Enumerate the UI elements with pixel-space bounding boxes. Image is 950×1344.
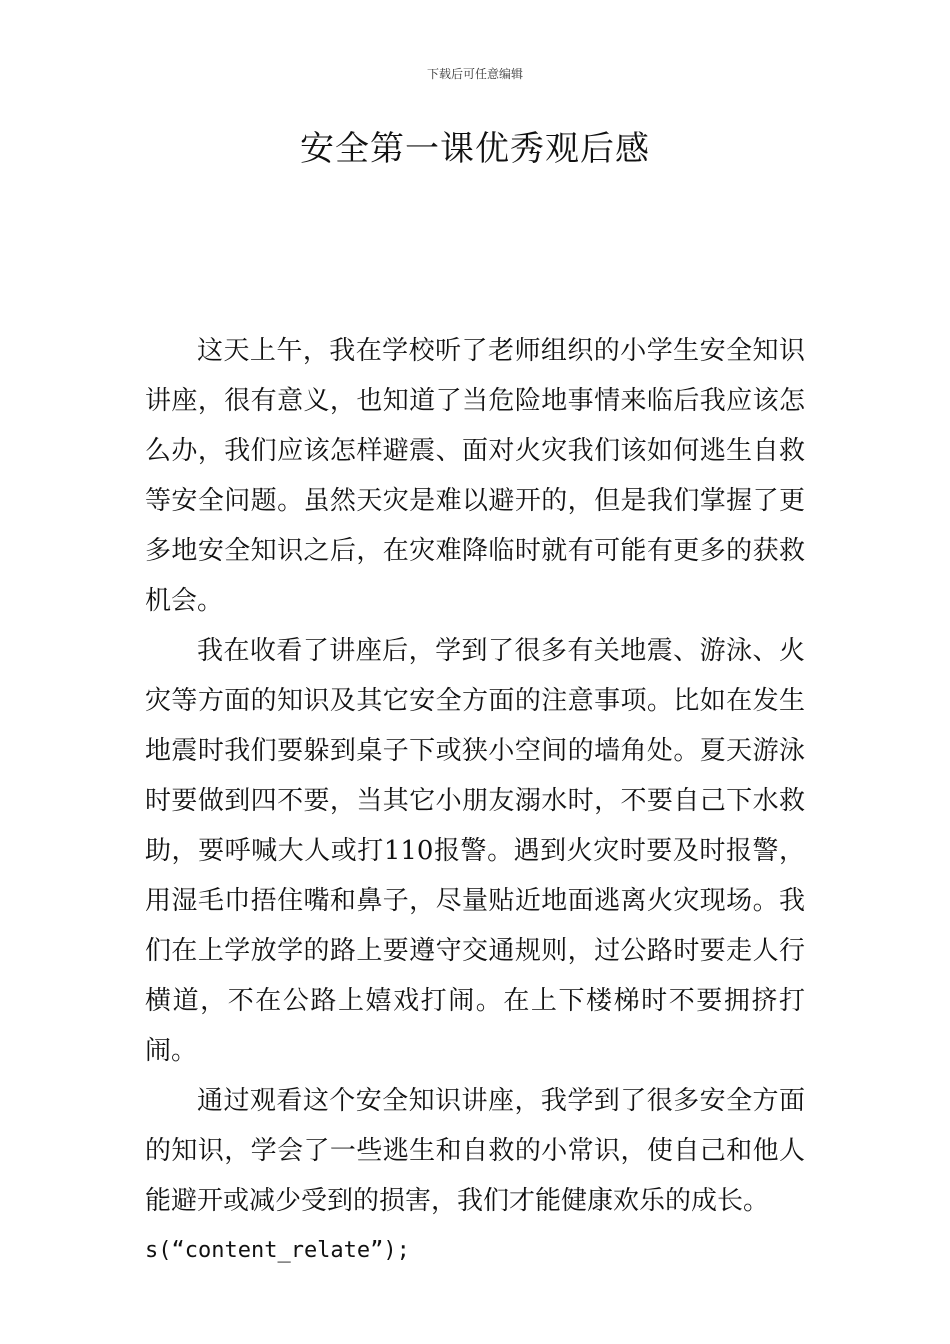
page-title: 安全第一课优秀观后感 [300,129,650,169]
document-body [145,326,805,1276]
paragraph-1: 这天上午，我在学校听了老师组织的小学生安全知识讲座，很有意义，也知道了当危险地事情来临后我应该怎么办，我们应该怎样避震、面对火灾我们该如何逃生自救等安全问题。虽然天灾是难以避开的，但是我们掌握了更多地安全知识之后，在灾难降临时就有可能有更多的获救机会。 [145,336,805,616]
paragraph-3: 通过观看这个安全知识讲座，我学到了很多安全方面的知识，学会了一些逃生和自救的小常识，使自己和他人能避开或减少受到的损害，我们才能健康欢乐的成长。 [145,1086,805,1216]
header-note: 下载后可任意编辑 [426,67,523,81]
trailing-code-line: s(“content_relate”); [145,1238,410,1263]
paragraph-2: 我在收看了讲座后，学到了很多有关地震、游泳、火灾等方面的知识及其它安全方面的注意事项。比如在发生地震时我们要躲到桌子下或狭小空间的墙角处。夏天游泳时要做到四不要，当其它小朋友溺水时，不要自己下水救助，要呼喊大人或打110报警。遇到火灾时要及时报警，用湿毛巾捂住嘴和鼻子，尽量贴近地面逃离火灾现场。我们在上学放学的路上要遵守交通规则，过公路时要走人行横道，不在公路上嬉戏打闹。在上下楼梯时不要拥挤打闹。 [145,636,805,1066]
